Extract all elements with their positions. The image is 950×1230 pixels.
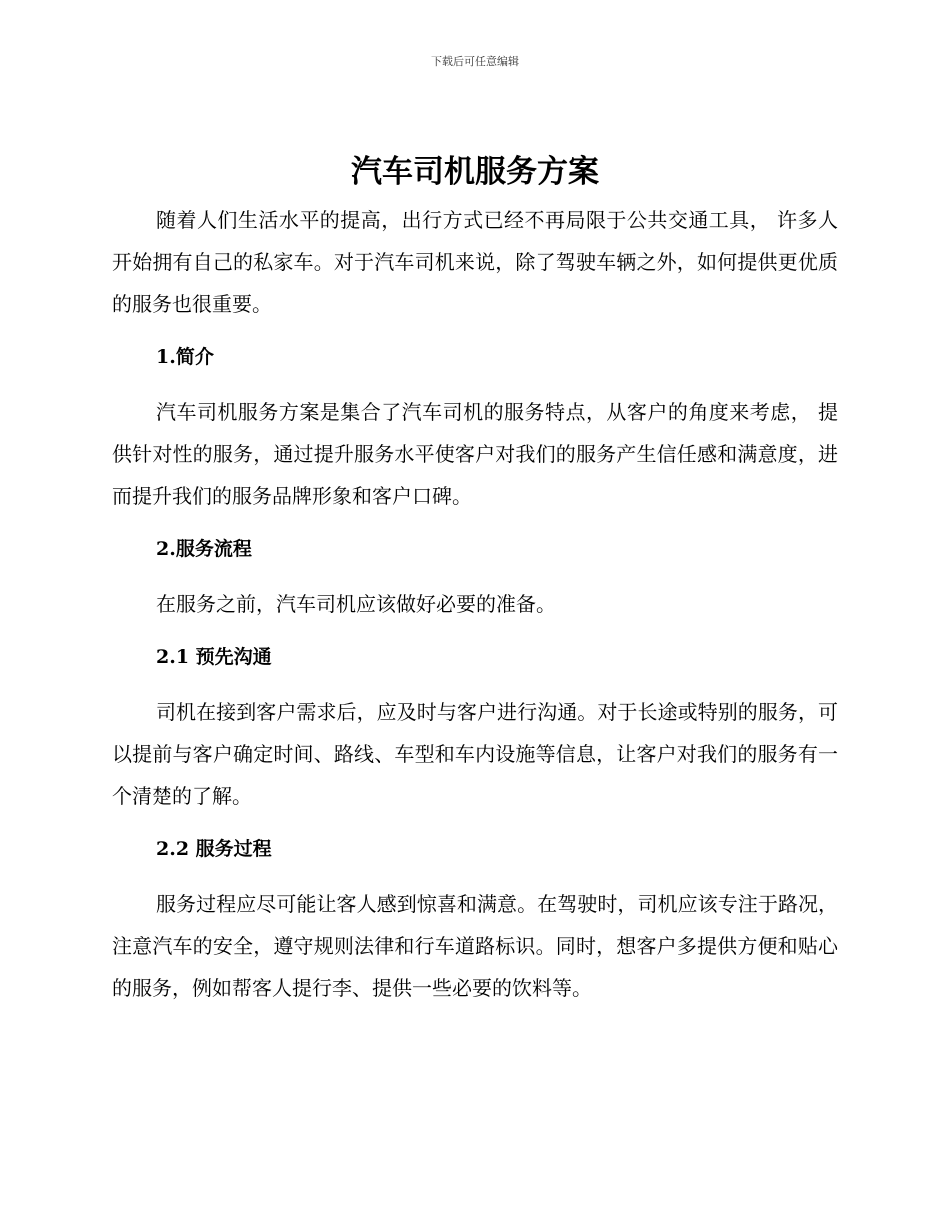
section-body-service-process: 在服务之前，汽车司机应该做好必要的准备。 — [156, 592, 556, 616]
document-title: 汽车司机服务方案 — [351, 154, 599, 190]
section-body-introduction: 汽车司机服务方案是集合了汽车司机的服务特点，从客户的角度来考虑， 提供针对性的服务，通过提升服务水平使客户对我们的服务产生信任感和满意度，进而提升我们的服务品牌形象和客户口碑。 — [112, 400, 838, 508]
document-body — [112, 199, 838, 1009]
section-heading-service-course: 2.2 服务过程 — [156, 838, 272, 860]
section-heading-service-process: 2.服务流程 — [156, 538, 252, 560]
section-body-service-course: 服务过程应尽可能让客人感到惊喜和满意。在驾驶时，司机应该专注于路况，注意汽车的安全，遵守规则法律和行车道路标识。同时，想客户多提供方便和贴心的服务，例如帮客人提行李、提供一些必要的饮料等。 — [112, 892, 838, 1000]
section-heading-introduction: 1.简介 — [156, 346, 214, 368]
intro-paragraph: 随着人们生活水平的提高，出行方式已经不再局限于公共交通工具， 许多人开始拥有自己的私家车。对于汽车司机来说，除了驾驶车辆之外，如何提供更优质的服务也很重要。 — [112, 208, 838, 316]
header-note: 下载后可任意编辑 — [431, 55, 519, 68]
section-heading-pre-communication: 2.1 预先沟通 — [156, 646, 272, 668]
section-body-pre-communication: 司机在接到客户需求后，应及时与客户进行沟通。对于长途或特别的服务，可以提前与客户确定时间、路线、车型和车内设施等信息，让客户对我们的服务有一个清楚的了解。 — [112, 700, 838, 808]
